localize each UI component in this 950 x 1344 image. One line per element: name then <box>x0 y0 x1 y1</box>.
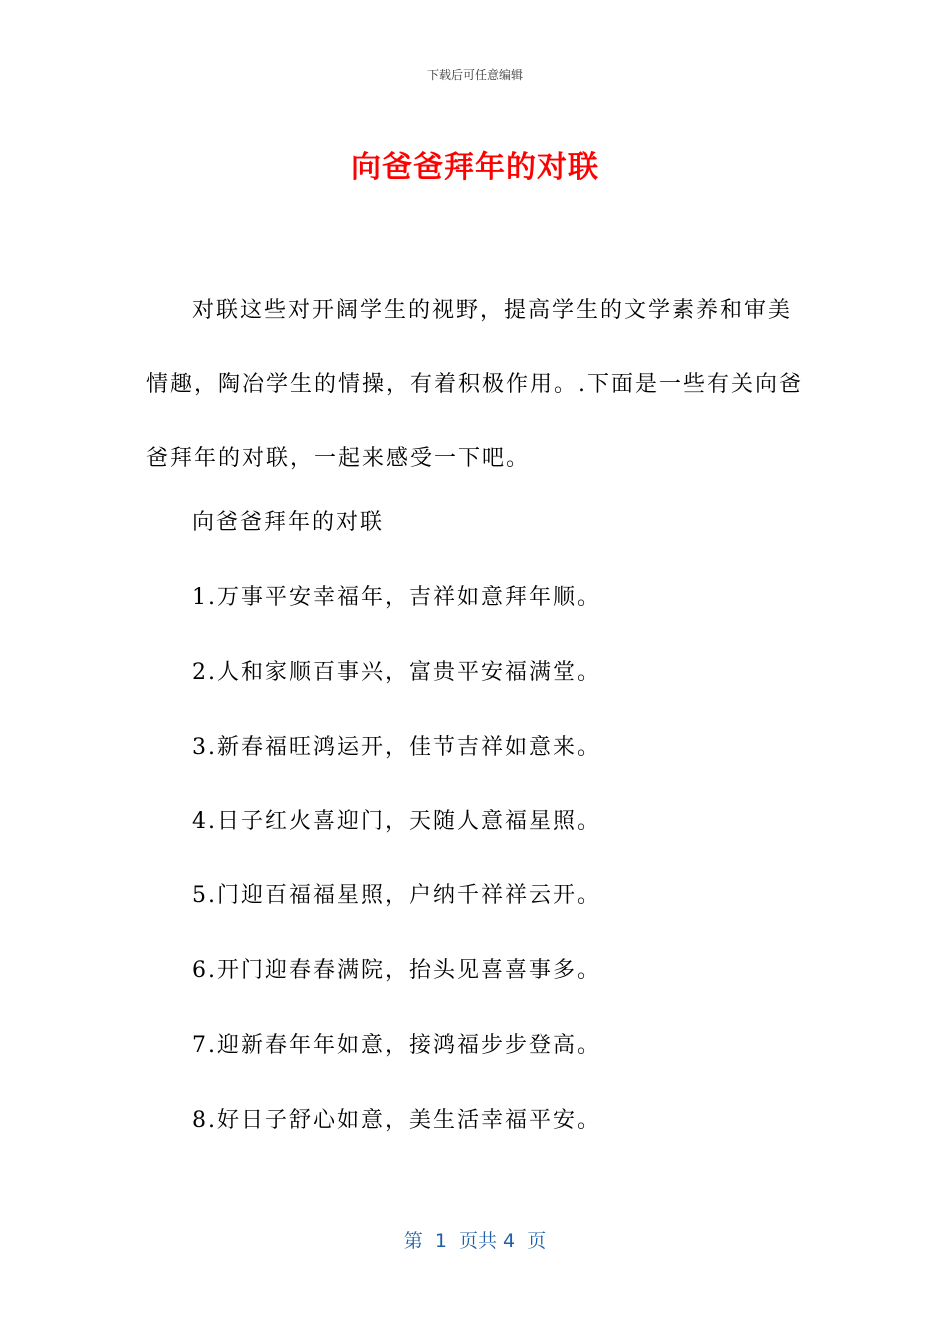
couplet-line: 1.万事平安幸福年，吉祥如意拜年顺。 <box>192 585 601 610</box>
page-number-footer: 第 1 页共 4 页 <box>403 1230 547 1252</box>
couplet-line: 7.迎新春年年如意，接鸿福步步登高。 <box>192 1033 601 1058</box>
couplet-line: 5.门迎百福福星照，户纳千祥祥云开。 <box>192 883 601 908</box>
intro-paragraph: 对联这些对开阔学生的视野，提高学生的文学素养和审美情趣，陶冶学生的情操，有着积极作用。.下面是一些有关向爸爸拜年的对联，一起来感受一下吧。 <box>146 298 803 471</box>
couplet-line: 2.人和家顺百事兴，富贵平安福满堂。 <box>192 660 601 685</box>
page-title: 向爸爸拜年的对联 <box>351 150 599 185</box>
subheading: 向爸爸拜年的对联 <box>192 510 385 535</box>
header-note: 下载后可任意编辑 <box>426 68 523 82</box>
couplet-line: 6.开门迎春春满院，抬头见喜喜事多。 <box>192 958 601 983</box>
couplet-line: 3.新春福旺鸿运开，佳节吉祥如意来。 <box>192 735 601 760</box>
couplet-line: 8.好日子舒心如意，美生活幸福平安。 <box>192 1108 601 1133</box>
couplet-line: 4.日子红火喜迎门，天随人意福星照。 <box>192 809 601 834</box>
